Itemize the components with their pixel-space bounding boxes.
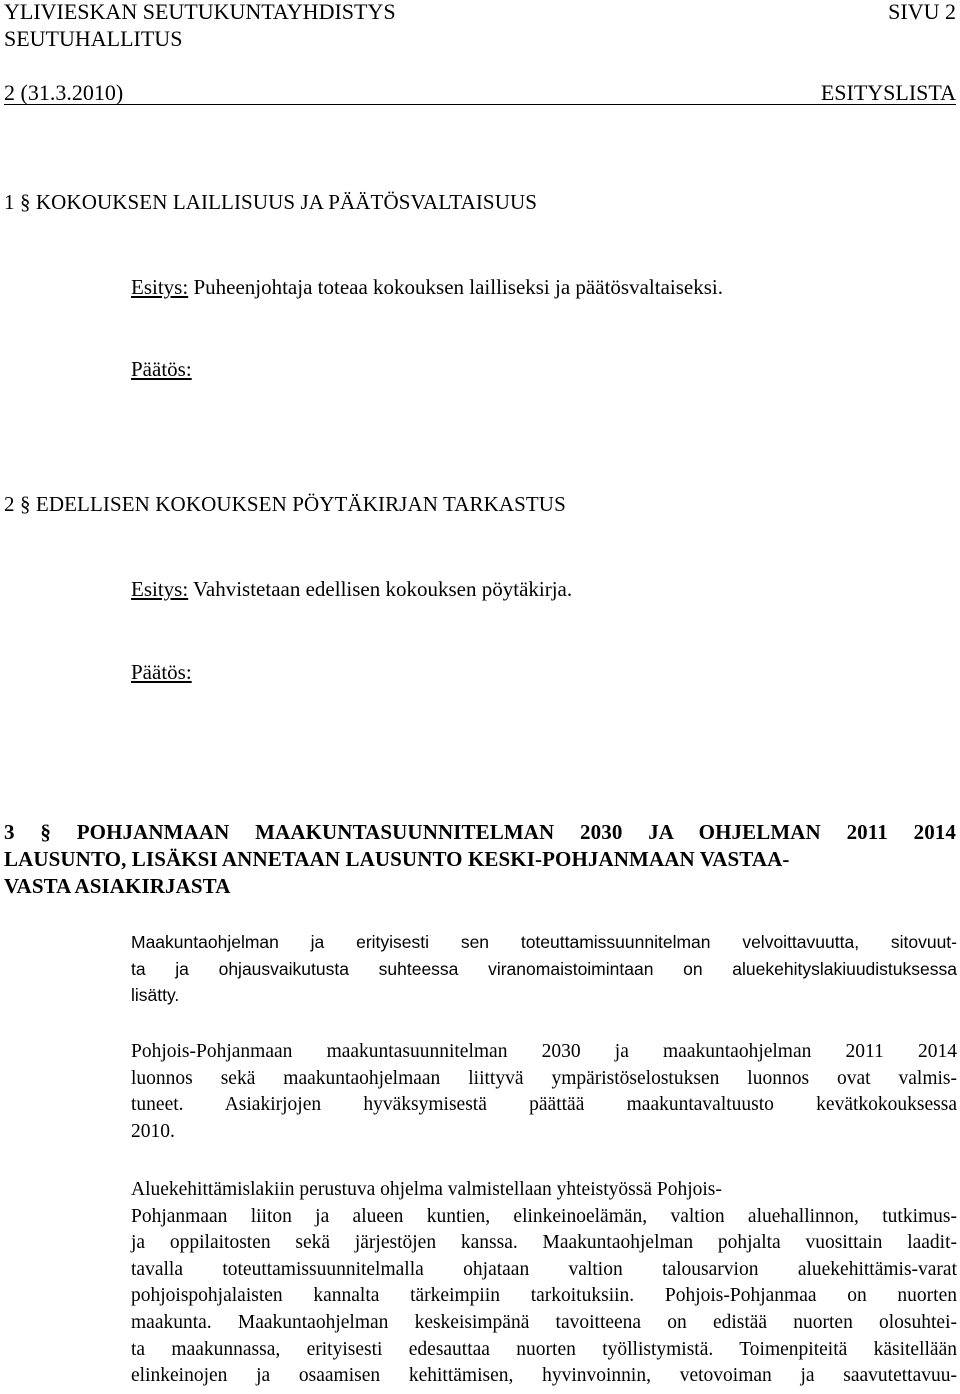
paragraph-line: luonnos sekä maakuntaohjelmaan liittyvä ympäristöselostuksen luonnos ovat valmis- xyxy=(131,1067,957,1089)
item-2-proposal xyxy=(131,576,572,602)
item-3-title-line-2: LAUSUNTO, LISÄKSI ANNETAAN LAUSUNTO KESKI-POHJANMAAN VASTAA- xyxy=(4,847,790,871)
paragraph-line: Pohjanmaan liiton ja alueen kuntien, elinkeinoelämän, valtion aluehallinnon, tutkimus- xyxy=(131,1205,957,1227)
item-1-proposal xyxy=(131,274,723,300)
paragraph-line: lisätty. xyxy=(131,985,180,1005)
paragraph-line: Maakuntaohjelman ja erityisesti sen toteuttamissuunnitelman velvoittavuutta, sitovuut- xyxy=(131,932,957,952)
organization-name: YLIVIESKAN SEUTUKUNTAYHDISTYS xyxy=(4,0,396,24)
paragraph-line: Pohjois-Pohjanmaan maakuntasuunnitelman 2030 ja maakuntaohjelman 2011 2014 xyxy=(131,1041,957,1062)
item-2-decision-label: Päätös: xyxy=(131,660,192,684)
item-1-title: 1 § KOKOUKSEN LAILLISUUS JA PÄÄTÖSVALTAISUUS xyxy=(4,190,538,214)
page-number: SIVU 2 xyxy=(888,0,956,24)
item-1-decision-label: Päätös: xyxy=(131,357,192,381)
paragraph-line: ta ja ohjausvaikutusta suhteessa viranomaistoimintaan on aluekehityslakiuudistuksessa xyxy=(131,958,957,979)
item-3-paragraph-3 xyxy=(131,1177,957,1390)
item-2-decision xyxy=(131,659,192,685)
paragraph-line: 2010. xyxy=(131,1120,175,1142)
item-1-decision xyxy=(131,356,192,382)
document-type: ESITYSLISTA xyxy=(820,80,956,105)
item-2-title: 2 § EDELLISEN KOKOUKSEN PÖYTÄKIRJAN TARKASTUS xyxy=(4,492,566,516)
header-divider xyxy=(4,104,956,105)
item-1-proposal-text: Puheenjohtaja toteaa kokouksen lailliseksi ja päätösvaltaiseksi. xyxy=(188,275,723,299)
paragraph-line: elinkeinojen ja osaamisen kehittämisen, hyvinvoinnin, vetovoiman ja saavutettavuu- xyxy=(131,1365,957,1387)
item-3-paragraph-1 xyxy=(131,929,957,1009)
item-1-proposal-label: Esitys: xyxy=(131,275,189,299)
meeting-reference: 2 (31.3.2010) xyxy=(4,80,124,105)
paragraph-line: tavalla toteuttamissuunnitelmalla ohjataan valtion talousarvion aluekehittämis-varat xyxy=(131,1258,957,1280)
paragraph-line: Aluekehittämislakiin perustuva ohjelma valmistellaan yhteistyössä Pohjois- xyxy=(131,1179,722,1200)
item-2-proposal-text: Vahvistetaan edellisen kokouksen pöytäkirja. xyxy=(188,577,573,601)
item-3-paragraph-2 xyxy=(131,1039,957,1145)
paragraph-line: ta maakunnassa, erityisesti edesauttaa nuorten työllistymistä. Toimenpiteitä käsitellään xyxy=(131,1338,957,1360)
item-3-title-line-1: 3 § POHJANMAAN MAAKUNTASUUNNITELMAN 2030 JA OHJELMAN 2011 2014 xyxy=(4,820,956,844)
body-name: SEUTUHALLITUS xyxy=(4,26,183,51)
item-3-title xyxy=(4,819,956,900)
item-2-proposal-label: Esitys: xyxy=(131,577,189,601)
paragraph-line: tuneet. Asiakirjojen hyväksymisestä päättää maakuntavaltuusto kevätkokouksessa xyxy=(131,1094,957,1116)
item-3-title-line-3: VASTA ASIAKIRJASTA xyxy=(4,874,231,898)
paragraph-line: ja oppilaitosten sekä järjestöjen kanssa. Maakuntaohjelman pohjalta vuosittain laadit- xyxy=(131,1232,957,1254)
paragraph-line: pohjoispohjalaisten kannalta tärkeimpiin tarkoituksiin. Pohjois-Pohjanmaa on nuorten xyxy=(131,1285,957,1307)
paragraph-line: maakunta. Maakuntaohjelman keskeisimpänä tavoitteena on edistää nuorten olosuhtei- xyxy=(131,1311,957,1333)
